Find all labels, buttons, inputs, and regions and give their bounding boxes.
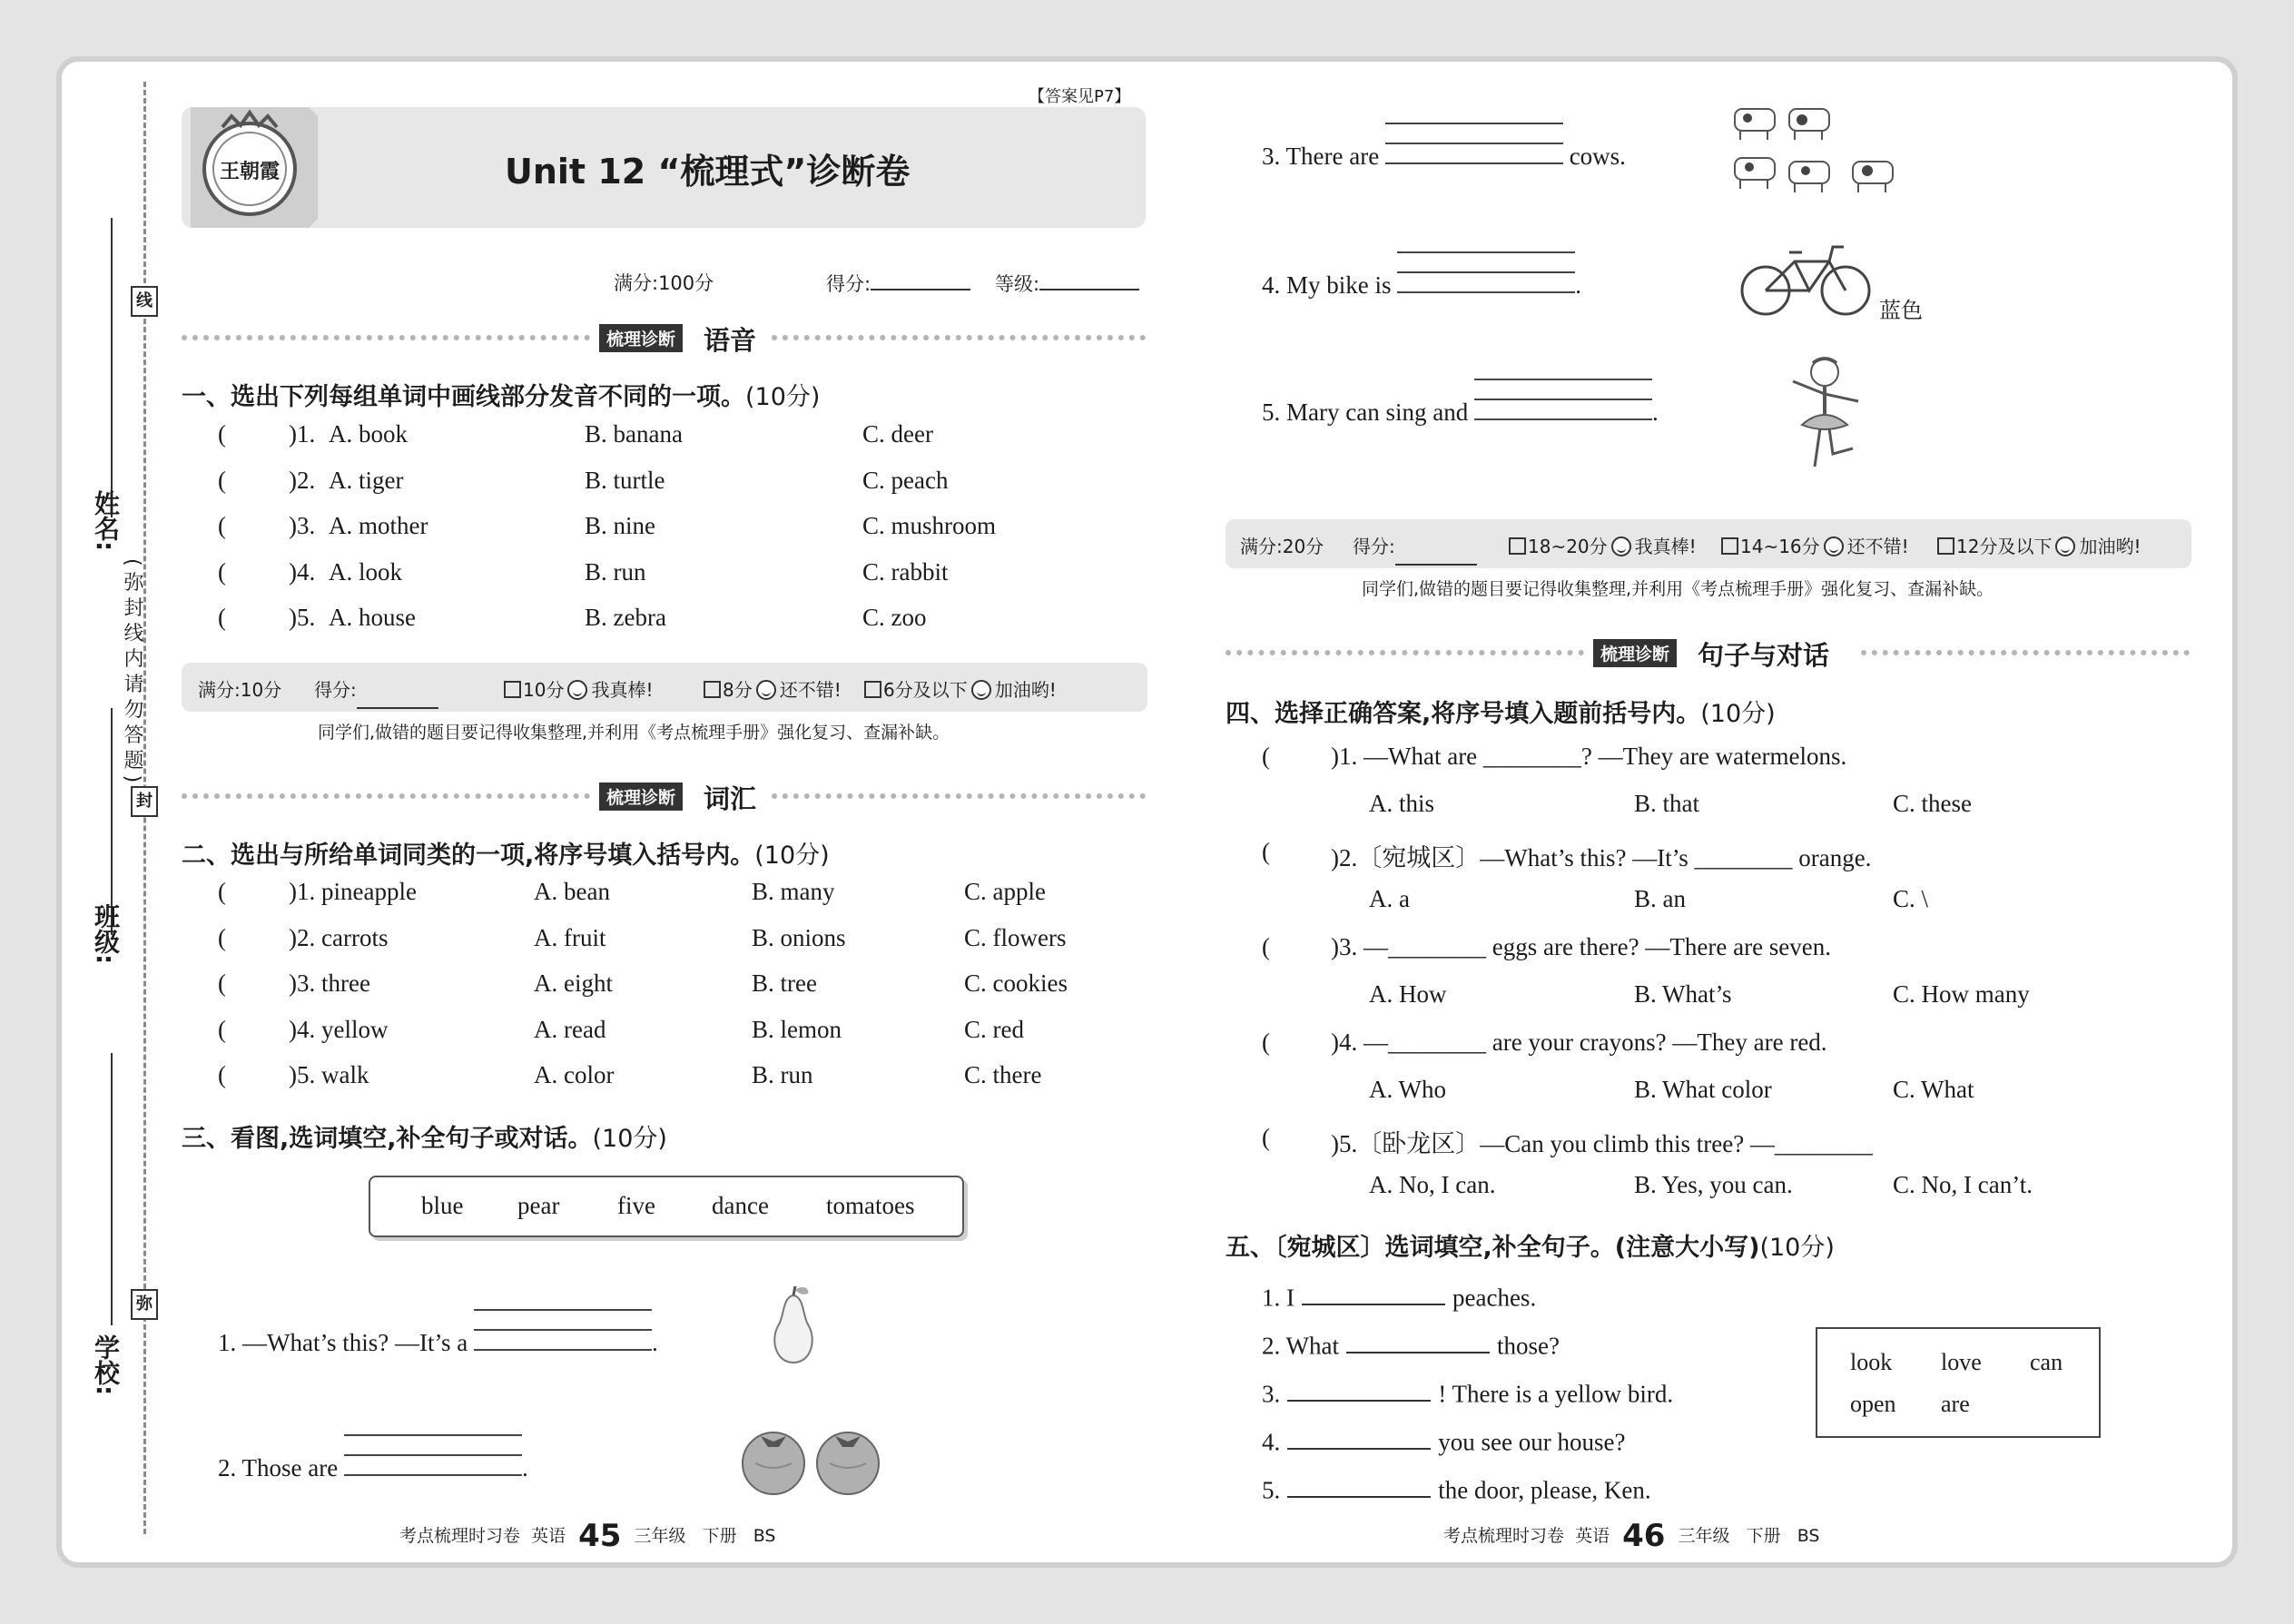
section-sentence: 梳理诊断 句子与对话	[1226, 637, 2190, 666]
q4-option-a: A. No, I can.	[1369, 1171, 1496, 1198]
q4-question-stem: )3. —________ eggs are there? —There are seven.	[1331, 933, 1832, 960]
q4-option-b: B. What’s	[1634, 980, 1732, 1008]
score-option-3[interactable]: 6分及以下 加油哟!	[864, 675, 1057, 702]
q5-word-bank	[1816, 1327, 2101, 1438]
answer-bracket[interactable]: (	[218, 1061, 226, 1088]
answer-lines[interactable]	[1385, 141, 1563, 164]
q2-item-word: )1. pineapple	[289, 878, 417, 905]
q1-item-number: )3.	[289, 512, 316, 539]
q5-item-prefix: 2. What	[1262, 1332, 1339, 1360]
smiley-icon	[971, 680, 991, 700]
q2-option-c: C. red	[964, 1015, 1024, 1043]
q5-item	[1262, 1422, 1625, 1456]
q2-option-b: B. many	[752, 878, 835, 905]
score-bar-2: 满分:20分 得分: 18~20分 我真棒! 14~16分 还不错! 12分及以下 加油哟!	[1226, 519, 2191, 568]
answer-bracket[interactable]: (	[1262, 933, 1270, 960]
answer-bracket[interactable]: (	[218, 420, 226, 448]
answer-bracket[interactable]: (	[1262, 1124, 1270, 1151]
q4-question-stem: )1. —What are ________? —They are watermelons.	[1331, 743, 1847, 770]
q3-item-5: 5. Mary can sing and .	[1262, 397, 1659, 427]
q2-option-a: A. fruit	[534, 923, 606, 951]
q4-option-c: C. these	[1893, 790, 1972, 817]
bicycle-icon	[1738, 238, 1875, 320]
answer-lines[interactable]	[1474, 397, 1652, 420]
q1-item-number: )2.	[289, 466, 316, 494]
answer-blank[interactable]	[1302, 1278, 1445, 1305]
seal-marker: 封	[131, 786, 158, 817]
word-bank-item: dance	[712, 1192, 769, 1219]
q1-option-a: A. book	[329, 420, 408, 448]
q5-item-prefix: 1. I	[1262, 1284, 1295, 1312]
q5-item-suffix: peaches.	[1452, 1284, 1537, 1312]
word-bank-item: are	[1941, 1391, 1970, 1417]
answer-bracket[interactable]: (	[218, 878, 226, 905]
school-label: 学校:	[91, 1334, 121, 1396]
q2-option-a: A. read	[534, 1015, 606, 1043]
page-title: Unit 12 “梳理式”诊断卷	[505, 152, 911, 192]
q5-item-suffix: those?	[1496, 1332, 1560, 1360]
q2-option-b: B. onions	[752, 923, 846, 951]
smiley-icon	[1611, 536, 1631, 556]
answer-blank[interactable]	[1346, 1326, 1490, 1353]
q4-option-c: C. \	[1893, 885, 1929, 912]
cows-icon	[1729, 102, 1911, 202]
mi-marker: 弥	[131, 1289, 158, 1320]
dancer-icon	[1775, 354, 1875, 472]
name-label: 姓名:	[91, 490, 121, 552]
q4-question-stem: )5.〔卧龙区〕—Can you climb this tree? —________	[1331, 1130, 1873, 1157]
q4-option-a: A. Who	[1369, 1076, 1446, 1103]
pear-icon	[768, 1284, 819, 1366]
q5-item-prefix: 4.	[1262, 1428, 1281, 1456]
q4-option-b: B. Yes, you can.	[1634, 1171, 1793, 1198]
q5-item	[1262, 1374, 1673, 1408]
q1-option-a: A. tiger	[329, 466, 404, 494]
q4-option-a: A. How	[1369, 980, 1447, 1008]
word-bank-item: can	[2030, 1349, 2063, 1375]
reminder-2: 同学们,做错的题目要记得收集整理,并利用《考点梳理手册》强化复习、查漏补缺。	[1362, 579, 1994, 599]
q2-item-word: )5. walk	[289, 1061, 369, 1088]
q1-option-b: B. banana	[585, 420, 683, 448]
bike-color-label: 蓝色	[1879, 298, 1923, 323]
answer-lines[interactable]	[474, 1327, 652, 1351]
q5-item-prefix: 3.	[1262, 1380, 1281, 1408]
tomatoes-icon	[737, 1423, 891, 1496]
section-vocab: 梳理诊断 词汇	[182, 781, 1146, 810]
q5-heading: 五、〔宛城区〕选词填空,补全句子。(注意大小写)(10分)	[1226, 1234, 1835, 1262]
score-option-2[interactable]: 14~16分 还不错!	[1721, 532, 1909, 558]
score-bar-1: 满分:10分 得分: 10分 我真棒! 8分 还不错! 6分及以下 加油哟!	[182, 663, 1147, 712]
q1-item-number: )4.	[289, 557, 316, 586]
q3-heading: 三、看图,选词填空,补全句子或对话。(10分)	[182, 1125, 667, 1153]
footer-right: 考点梳理时习卷 英语 46 三年级 下册 BS	[1443, 1518, 1820, 1554]
line-marker: 线	[131, 286, 158, 317]
q1-option-b: B. turtle	[585, 466, 665, 494]
score-bar-1-score[interactable]: 得分:	[314, 675, 357, 702]
grade-field[interactable]: 等级:	[995, 269, 1139, 297]
section-phonics: 梳理诊断 语音	[182, 322, 1146, 351]
answer-blank[interactable]	[1287, 1374, 1431, 1402]
q4-heading: 四、选择正确答案,将序号填入题前括号内。(10分)	[1226, 700, 1776, 728]
q2-option-a: A. bean	[534, 878, 610, 905]
answer-blank[interactable]	[1287, 1471, 1431, 1498]
answer-bracket[interactable]: (	[218, 1015, 226, 1043]
q4-option-b: B. that	[1634, 790, 1699, 817]
q5-item	[1262, 1471, 1651, 1504]
q5-item-suffix: ! There is a yellow bird.	[1438, 1380, 1674, 1408]
word-bank-item: blue	[421, 1192, 464, 1219]
class-blank-line	[111, 708, 113, 935]
q5-item	[1262, 1278, 1536, 1312]
score-bar-2-score[interactable]: 得分:	[1353, 532, 1395, 558]
smiley-icon	[1824, 536, 1844, 556]
svg-text:王朝霞: 王朝霞	[219, 161, 281, 183]
word-bank-item: love	[1941, 1349, 1982, 1375]
q4-question-stem: )4. —________ are your crayons? —They are red.	[1331, 1029, 1827, 1056]
answer-bracket[interactable]: (	[218, 923, 226, 951]
q2-option-c: C. there	[964, 1061, 1042, 1088]
q2-option-b: B. tree	[752, 969, 817, 997]
publisher-logo	[182, 107, 318, 228]
answer-bracket[interactable]: (	[218, 604, 226, 631]
answer-bracket[interactable]: (	[1262, 1029, 1270, 1056]
q1-heading: 一、选出下列每组单词中画线部分发音不同的一项。(10分)	[182, 383, 821, 411]
q2-item-word: )2. carrots	[289, 923, 389, 951]
q5-item-suffix: the door, please, Ken.	[1438, 1476, 1651, 1504]
q1-option-c: C. deer	[862, 420, 933, 448]
q4-option-c: C. No, I can’t.	[1893, 1171, 2033, 1198]
q2-item-word: )3. three	[289, 969, 370, 997]
score-option-3[interactable]: 12分及以下 加油哟!	[1937, 532, 2141, 558]
answer-lines[interactable]	[1397, 270, 1575, 293]
word-bank-item: pear	[517, 1192, 560, 1219]
score-field[interactable]: 得分:	[826, 269, 970, 297]
q1-option-a: A. house	[329, 604, 416, 631]
q3-item-2: 2. Those are .	[218, 1452, 528, 1482]
q5-item-prefix: 5.	[1262, 1476, 1281, 1504]
answer-blank[interactable]	[1287, 1422, 1431, 1450]
name-blank-line	[111, 218, 113, 517]
q1-option-b: B. run	[585, 557, 646, 586]
q1-option-c: C. rabbit	[862, 557, 949, 586]
q2-option-b: B. lemon	[752, 1015, 842, 1043]
page-number: 46	[1622, 1518, 1666, 1554]
word-bank-item: open	[1850, 1391, 1896, 1417]
page-number: 45	[578, 1518, 622, 1554]
answer-lines[interactable]	[344, 1452, 522, 1476]
footer-left: 考点梳理时习卷 英语 45 三年级 下册 BS	[399, 1518, 776, 1554]
q2-option-a: A. color	[534, 1061, 615, 1088]
word-bank-item: five	[617, 1192, 655, 1219]
full-score: 满分:100分	[614, 272, 714, 294]
answer-bracket[interactable]: (	[1262, 743, 1270, 770]
q2-option-c: C. flowers	[964, 923, 1067, 951]
q4-question-stem: )2.〔宛城区〕—What’s this? —It’s ________ orange.	[1331, 844, 1872, 871]
q4-option-c: C. How many	[1893, 980, 2030, 1008]
smiley-icon	[756, 680, 776, 700]
q5-item	[1262, 1326, 1560, 1360]
q4-option-a: A. a	[1369, 885, 1410, 912]
reminder-1: 同学们,做错的题目要记得收集整理,并利用《考点梳理手册》强化复习、查漏补缺。	[318, 723, 950, 743]
q2-option-b: B. run	[752, 1061, 813, 1088]
q1-option-c: C. mushroom	[862, 512, 997, 539]
q3-word-bank	[369, 1176, 964, 1237]
word-bank-item: look	[1850, 1349, 1893, 1375]
q4-option-b: B. an	[1634, 885, 1686, 912]
class-label: 班级:	[91, 903, 121, 965]
answer-bracket[interactable]: (	[1262, 838, 1270, 865]
q1-option-a: A. look	[329, 557, 402, 586]
score-option-2[interactable]: 8分 还不错!	[704, 675, 842, 702]
q2-option-a: A. eight	[534, 969, 613, 997]
q1-option-b: B. zebra	[585, 604, 666, 631]
answer-bracket[interactable]: (	[218, 512, 226, 539]
q1-option-c: C. zoo	[862, 604, 927, 631]
q2-option-c: C. cookies	[964, 969, 1068, 997]
score-option-1[interactable]: 18~20分 我真棒!	[1509, 532, 1697, 558]
q3-item-1: 1. —What’s this? —It’s a .	[218, 1327, 658, 1357]
q1-item-number: )1.	[289, 420, 316, 448]
q4-option-c: C. What	[1893, 1076, 1974, 1103]
q5-item-suffix: you see our house?	[1438, 1428, 1626, 1456]
q2-option-c: C. apple	[964, 878, 1046, 905]
q1-option-c: C. peach	[862, 466, 949, 494]
smiley-icon	[567, 680, 587, 700]
answer-bracket[interactable]: (	[218, 557, 226, 586]
score-option-1[interactable]: 10分 我真棒!	[504, 675, 653, 702]
q1-item-number: )5.	[289, 604, 316, 631]
q3-item-3: 3. There are cows.	[1262, 141, 1626, 171]
logo-seal-icon	[182, 107, 318, 228]
word-bank-item: tomatoes	[826, 1192, 915, 1219]
q4-option-a: A. this	[1369, 790, 1435, 817]
q1-option-b: B. nine	[585, 512, 655, 539]
answer-bracket[interactable]: (	[218, 466, 226, 494]
q2-item-word: )4. yellow	[289, 1015, 389, 1043]
q2-heading: 二、选出与所给单词同类的一项,将序号填入括号内。(10分)	[182, 842, 830, 870]
q3-item-4: 4. My bike is .	[1262, 270, 1581, 300]
q4-option-b: B. What color	[1634, 1076, 1772, 1103]
smiley-icon	[2055, 536, 2075, 556]
q1-option-a: A. mother	[329, 512, 428, 539]
answer-bracket[interactable]: (	[218, 969, 226, 997]
answer-reference: 【答案见P7】	[1029, 87, 1131, 106]
binding-note: (弥封线内请勿答题)	[121, 558, 143, 789]
school-blank-line	[111, 1053, 113, 1325]
